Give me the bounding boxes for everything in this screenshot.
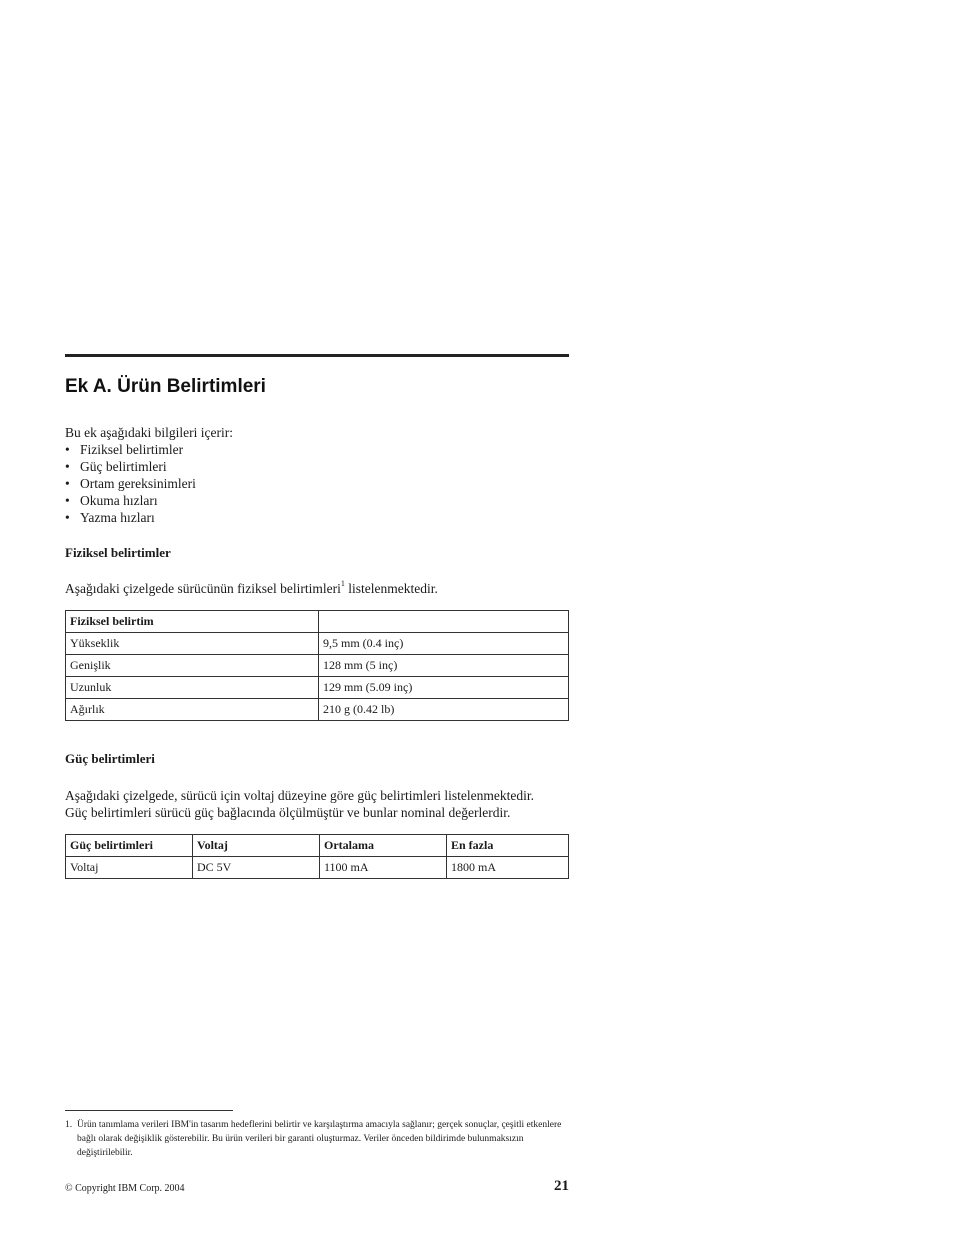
- physical-paragraph: [65, 580, 565, 597]
- footnote-rule: [65, 1110, 233, 1111]
- footnote-number: 1.: [65, 1120, 73, 1130]
- table-cell: DC 5V: [193, 857, 320, 879]
- table-cell: 1800 mA: [447, 857, 569, 879]
- power-spec-table: [65, 834, 569, 879]
- table-header-cell: Voltaj: [193, 835, 320, 857]
- table-cell: 129 mm (5.09 inç): [319, 677, 569, 699]
- list-item: • Fiziksel belirtimler: [65, 441, 233, 458]
- table-cell: Ağırlık: [66, 699, 319, 721]
- table-row: [66, 633, 569, 655]
- list-item: • Güç belirtimleri: [65, 458, 233, 475]
- footnote-ref[interactable]: 1: [340, 579, 345, 588]
- intro-section: [65, 424, 233, 526]
- physical-para-text-end: listelenmektedir.: [344, 581, 438, 596]
- footnote: [65, 1118, 569, 1160]
- table-header-cell: Güç belirtimleri: [66, 835, 193, 857]
- intro-list: [65, 441, 233, 526]
- table-header-cell: En fazla: [447, 835, 569, 857]
- table-row: [66, 699, 569, 721]
- page-number: 21: [554, 1178, 569, 1194]
- table-row: [66, 677, 569, 699]
- list-item: • Ortam gereksinimleri: [65, 475, 233, 492]
- table-header-row: [66, 835, 569, 857]
- table-cell: 128 mm (5 inç): [319, 655, 569, 677]
- table-row: [66, 655, 569, 677]
- physical-spec-table: [65, 610, 569, 721]
- table-cell: Uzunluk: [66, 677, 319, 699]
- table-cell: 210 g (0.42 lb): [319, 699, 569, 721]
- chapter-title: Ek A. Ürün Belirtimleri: [65, 376, 266, 397]
- table-cell: Yükseklik: [66, 633, 319, 655]
- power-heading: Güç belirtimleri: [65, 751, 155, 766]
- table-header-cell: Ortalama: [320, 835, 447, 857]
- power-para-line: Aşağıdaki çizelgede, sürücü için voltaj düzeyine göre güç belirtimleri listelenmektedir.: [65, 788, 534, 803]
- table-header-cell: [319, 611, 569, 633]
- list-item: • Yazma hızları: [65, 509, 233, 526]
- table-cell: 9,5 mm (0.4 inç): [319, 633, 569, 655]
- power-paragraph: [65, 787, 565, 821]
- table-row: [66, 857, 569, 879]
- chapter-rule: [65, 354, 569, 357]
- power-para-line: Güç belirtimleri sürücü güç bağlacında ölçülmüştür ve bunlar nominal değerlerdir.: [65, 805, 511, 820]
- copyright: © Copyright IBM Corp. 2004: [65, 1183, 185, 1194]
- intro-text: Bu ek aşağıdaki bilgileri içerir:: [65, 425, 233, 440]
- list-item: • Okuma hızları: [65, 492, 233, 509]
- footnote-text: Ürün tanımlama verileri IBM'in tasarım hedeflerini belirtir ve karşılaştırma amacıyla sağlanır; gerçek sonuçlar, çeşitli etkenlere bağlı olarak değişiklik gösterebilir. Bu ürün verileri bir garanti oluşturmaz. Veriler önceden bildirimde bulunmaksızın değiştirilebilir.: [77, 1120, 562, 1158]
- physical-para-text: Aşağıdaki çizelgede sürücünün fiziksel belirtimleri: [65, 581, 341, 596]
- table-header-cell: Fiziksel belirtim: [66, 611, 319, 633]
- table-cell: 1100 mA: [320, 857, 447, 879]
- table-cell: Genişlik: [66, 655, 319, 677]
- table-header-row: [66, 611, 569, 633]
- physical-heading: Fiziksel belirtimler: [65, 545, 171, 560]
- table-cell: Voltaj: [66, 857, 193, 879]
